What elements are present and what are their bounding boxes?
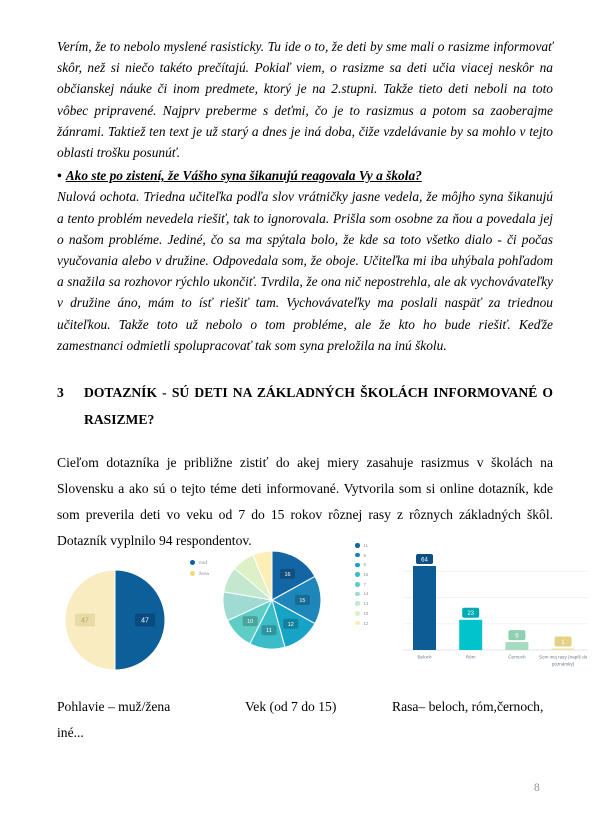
- pie-value-label: [135, 614, 155, 627]
- svg-text:23: 23: [467, 611, 475, 618]
- interview-question-heading: [57, 165, 553, 186]
- legend-label: 11: [363, 543, 368, 548]
- legend-label: 10: [363, 610, 369, 616]
- svg-text:10: 10: [247, 619, 254, 626]
- legend-item: [355, 572, 368, 577]
- legend-label: žena: [199, 571, 209, 576]
- svg-text:15: 15: [299, 598, 306, 604]
- legend-label: 12: [363, 620, 369, 626]
- bar-value-label: [508, 630, 525, 640]
- age-pie-legend: [355, 543, 368, 630]
- legend-item: [355, 591, 368, 596]
- pie-svg: [220, 548, 324, 652]
- gender-pie-chart: [63, 568, 167, 677]
- svg-text:1: 1: [561, 639, 565, 646]
- svg-text:6: 6: [515, 633, 519, 640]
- pie-value-label: [283, 619, 298, 629]
- bar: [552, 649, 575, 651]
- legend-label: muž: [199, 560, 208, 565]
- legend-item: [355, 562, 368, 567]
- legend-item: [355, 582, 368, 587]
- legend-label: 9: [363, 552, 366, 558]
- legend-dot: [355, 582, 360, 587]
- quote-paragraph-2: Nulová ochota. Triedna učiteľka podľa slov vrátničky jasne vedela, že môjho syna šikanujú a tento problém nevedela riešiť, tak to ignorovala. Prišla som osobne za ňou a povedala jej o našom probléme. Jediné, čo sa ma spýtala bolo, že kde sa toto všetko dialo - či počas vyučovania alebo v družine. Odpovedala som, že oboje. Učiteľka mi iba uhýbala pohľadom a snažila sa rozhovor rýchlo ukončiť. Tvrdila, že ona nič nepostrehla, ale ak vychovávateľky v družine áno, mám to ísť riešiť tam. Vychovávateľky ma poslali naspäť za triednou učiteľkou. Takže toto už nebolo o tom probléme, ale že kto ho bude riešiť. Keďže zamestnanci odmietli spolupracovať tak som syna preložila na inú školu.: [57, 189, 553, 353]
- pie-value-label: [295, 595, 310, 605]
- section-heading-line1: DOTAZNÍK - SÚ DETI NA ZÁKLADNÝCH ŠKOLÁCH INFORMOVANÉ O: [84, 385, 553, 401]
- caption-gender: Pohlavie – muž/žena: [57, 699, 171, 714]
- pie-value-label: [262, 625, 277, 635]
- svg-text:11: 11: [266, 628, 272, 635]
- section-heading-body: [57, 379, 553, 433]
- text-column: [57, 36, 553, 568]
- legend-dot: [355, 572, 360, 577]
- svg-text:64: 64: [421, 557, 428, 564]
- quote-paragraph-1: Verím, že to nebolo myslené rasisticky. Tu ide o to, že deti by sme mali o rasizme informovať skôr, než si niečo takéto prečítajú. Pokiaľ viem, o rasizme sa deti učia viacej neskôr na občianskej náuke či inom predmete, ktorý je na 2.stupni. Takže tieto deti neboli na toto vôbec pripravené. Najprv preberme s deťmi, čo je to rasizmus a potom sa zaoberajme žánrami. Taktiež ten text je už starý a dnes je iná doba, čiže vzdelávanie by sa mohlo v tejto oblasti trošku posunúť.: [57, 39, 553, 161]
- legend-item: [355, 601, 368, 606]
- legend-item: [355, 621, 368, 626]
- pie-svg: [63, 568, 167, 672]
- page-number: 8: [534, 782, 540, 794]
- legend-item: [355, 611, 368, 616]
- bar-value-label: [416, 554, 433, 564]
- legend-label: 8: [363, 562, 366, 568]
- pie-value-label: [243, 616, 258, 626]
- bar: [505, 642, 528, 650]
- race-bar-chart: [403, 543, 588, 688]
- bar-category-label: Som inej rasy (napíš do: [538, 654, 588, 660]
- age-pie-chart: [220, 548, 324, 657]
- legend-dot: [355, 592, 360, 597]
- pie-value-label: [75, 614, 95, 627]
- section-number: 3: [57, 385, 64, 401]
- legend-item: [355, 543, 368, 548]
- legend-item: [355, 553, 368, 558]
- legend-dot: [355, 543, 360, 548]
- svg-text:12: 12: [287, 621, 294, 628]
- bullet-marker: •: [57, 168, 62, 184]
- legend-label: 15: [363, 572, 369, 578]
- svg-text:16: 16: [284, 571, 291, 578]
- legend-item: [190, 571, 209, 576]
- legend-dot: [355, 611, 360, 616]
- svg-text:47: 47: [141, 617, 149, 625]
- interview-question-text: Ako ste po zistení, že Vášho syna šikanujú reagovala Vy a škola?: [65, 168, 422, 184]
- legend-label: 14: [363, 591, 369, 597]
- legend-item: [190, 560, 209, 565]
- bar-category-label: poznámky): [551, 661, 575, 667]
- caption-race-overflow: iné...: [57, 725, 84, 740]
- bar-category-label: Beloch: [417, 654, 432, 660]
- legend-dot: [190, 571, 195, 576]
- bar-category-label: Róm: [465, 654, 476, 660]
- body-paragraph: Cieľom dotazníka je približne zistiť do akej miery zasahuje rasizmus v školách na Slovensku a ako sú o tejto téme deti informované. Vytvorila som si online dotazník, kde som preverila deti vo veku od 7 do 15 rokov rôznej rasy z rôznych základných škôl. Dotazník vyplnilo 94 respondentov.: [57, 455, 553, 549]
- legend-dot: [355, 563, 360, 568]
- legend-dot: [190, 560, 195, 565]
- bar: [413, 566, 436, 650]
- bar-value-label: [555, 637, 572, 647]
- pie-value-label: [280, 569, 295, 579]
- section-heading-line2: RASIZME?: [84, 412, 155, 428]
- section-heading: [57, 379, 553, 433]
- legend-dot: [355, 601, 360, 606]
- legend-dot: [355, 553, 360, 558]
- caption-race: Rasa– beloch, róm,černoch,: [392, 699, 544, 714]
- bar: [459, 620, 482, 650]
- svg-text:47: 47: [81, 617, 89, 625]
- gender-pie-legend: [190, 560, 209, 582]
- caption-age: Vek (od 7 do 15): [245, 699, 337, 714]
- legend-dot: [355, 621, 360, 626]
- bar-value-label: [462, 608, 479, 618]
- bar-svg: [403, 543, 588, 683]
- legend-label: 7: [363, 581, 366, 587]
- bar-category-label: Černoch: [508, 654, 526, 660]
- legend-label: 13: [363, 601, 369, 607]
